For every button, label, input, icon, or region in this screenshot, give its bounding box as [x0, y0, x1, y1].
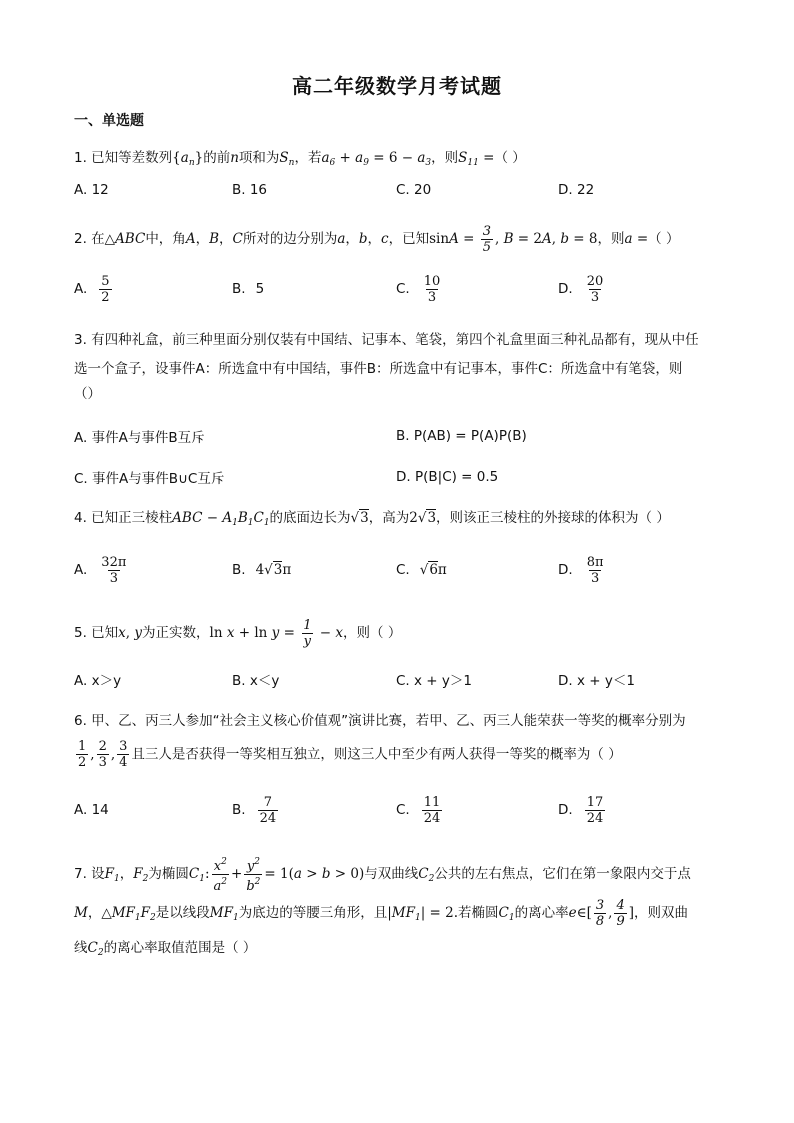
- section-heading: 一、单选题: [74, 113, 144, 129]
- q7-text: 与双曲线: [364, 866, 419, 882]
- option-d[interactable]: D. $\frac{20}{3}$: [558, 273, 604, 305]
- option-d[interactable]: D. $\frac{17}{24}$: [558, 794, 604, 826]
- q4-text: ，高为: [368, 510, 410, 526]
- q7-segment: $MF_1$: [209, 905, 239, 923]
- option-b[interactable]: B. 16: [232, 182, 268, 198]
- q7-length: $|MF_1| = 2$.: [387, 905, 459, 923]
- option-d[interactable]: D. $\frac{8\pi}{3}$: [558, 554, 604, 586]
- q2-text: 所对的边分别为: [242, 231, 338, 247]
- q6-line-1: 6. 甲、乙、丙三人参加“社会主义核心价值观”演讲比赛，若甲、乙、丙三人能荣获一等奖的概率分别为: [74, 713, 686, 729]
- q5-vars: x, y: [118, 625, 143, 641]
- q4-edge: √3: [350, 510, 369, 526]
- q3-line-1: 3. 有四种礼盒，前三种里面分别仅装有中国结、记事本、笔袋，第四个礼盒里面三种礼品都有，现从中任: [74, 332, 699, 348]
- q1-n: n: [230, 150, 239, 166]
- q3-line-3: （）: [74, 386, 101, 402]
- q7-text: 若椭圆: [458, 905, 499, 921]
- q4-text: 的底面边长为: [269, 510, 351, 526]
- option-a[interactable]: A. 14: [74, 802, 109, 818]
- option-c[interactable]: C. $\frac{10}{3}$: [396, 273, 441, 305]
- q2-text: （ ）: [648, 231, 680, 247]
- option-b[interactable]: B. 5: [232, 281, 265, 297]
- option-c[interactable]: C. x + y＞1: [396, 673, 472, 689]
- q1-text: （ ）: [494, 150, 526, 166]
- q1-equation: $a_6 + a_9 = 6 - a_3$: [321, 150, 432, 168]
- q1-text: 的前: [203, 150, 231, 166]
- q7-ellipse: $C_1$: $\frac{x^2}{a^2}$ + $\frac{y^2}{b^2}$ = 1(a > b > 0): [188, 857, 365, 894]
- option-a[interactable]: A. 12: [74, 182, 109, 198]
- q1-text: 1. 已知等差数列: [74, 150, 173, 166]
- question-3-options-row-2: [74, 460, 734, 494]
- page-title: 高二年级数学月考试题: [292, 74, 502, 98]
- option-d[interactable]: D. 22: [558, 182, 595, 198]
- q7-hyperbola: $C_2$: [418, 866, 435, 884]
- question-6-stem: [74, 709, 724, 770]
- option-c[interactable]: C. 20: [396, 182, 432, 198]
- q7-text: ，则双曲: [634, 905, 689, 921]
- q5-text: 5. 已知: [74, 625, 119, 641]
- option-b[interactable]: B. P(AB) = P(A)P(B): [396, 428, 527, 444]
- q2-text: 中，角: [145, 231, 186, 247]
- question-4-options: [74, 553, 734, 587]
- option-b[interactable]: B. x＜y: [232, 673, 280, 689]
- q4-text: ，则该正三棱柱的外接球的体积为（ ）: [436, 510, 670, 526]
- q7-triangle: $\triangle MF_1F_2$: [101, 905, 156, 923]
- q4-height: 2√3: [409, 510, 437, 526]
- question-3-options-row-1: [74, 419, 734, 453]
- q2-target: a =: [624, 231, 649, 247]
- option-a[interactable]: A. $\frac{32\pi}{3}$: [74, 554, 127, 586]
- question-2-stem: [74, 224, 724, 255]
- q2-triangle: △ABC: [104, 231, 146, 247]
- q2-angles: A，B，C: [185, 231, 243, 247]
- q7-text: 为底边的等腰三角形，且: [238, 905, 388, 921]
- q4-prism: ABC − $A_1B_1C_1$: [172, 510, 270, 528]
- q5-equation: ln x + ln y = $\frac{1}{y}$ − x: [209, 618, 344, 649]
- question-6-options: [74, 793, 734, 827]
- question-2-options: [74, 272, 734, 306]
- q1-text: ，若: [294, 150, 322, 166]
- q7-text: 公共的左右焦点，它们在第一象限内交于点: [434, 866, 691, 882]
- q7-c1: $C_1$: [498, 905, 515, 923]
- question-5-stem: [74, 618, 724, 649]
- q1-sequence: $\{a_n\}$: [172, 150, 204, 168]
- option-a[interactable]: A. $\frac{5}{2}$: [74, 273, 110, 305]
- q4-text: 4. 已知正三棱柱: [74, 510, 173, 526]
- option-a[interactable]: A. x＞y: [74, 673, 122, 689]
- q7-text: 线: [74, 940, 88, 956]
- q7-foci: $F_1$，$F_2$: [104, 866, 149, 884]
- q7-text: 7. 设: [74, 866, 105, 882]
- q1-sn: $S_n$: [279, 150, 295, 168]
- q7-c2: $C_2$: [87, 940, 104, 958]
- q2-equation: sinA = $\frac{3}{5}$ , B = 2A, b = 8: [429, 224, 598, 255]
- q2-text: ，则: [597, 231, 625, 247]
- option-c[interactable]: C. 事件A与事件B∪C互斥: [74, 471, 225, 487]
- q7-text: 为椭圆: [148, 866, 189, 882]
- option-b[interactable]: B. 4√3π: [232, 562, 292, 578]
- q1-text: ，则: [431, 150, 459, 166]
- question-7-stem: [74, 855, 724, 966]
- q7-point: M: [74, 905, 88, 921]
- option-d[interactable]: D. P(B|C) = 0.5: [396, 469, 499, 485]
- q5-text: 为正实数，: [142, 625, 210, 641]
- option-c[interactable]: C. $\frac{11}{24}$: [396, 794, 441, 826]
- q1-target: $S_{11}$ =: [458, 150, 495, 168]
- question-1-stem: [74, 146, 724, 175]
- q5-text: ，则（ ）: [343, 625, 402, 641]
- q7-line-2: M，$\triangle MF_1F_2$是以线段$MF_1$为底边的等腰三角形，且$|MF_1| = 2$.若椭圆$C_1$的离心率e∈[ $\frac{3}{8}$ , $\frac{4}{9}$ ]，则双曲: [74, 898, 689, 929]
- q7-text: 的离心率取值范围是（ ）: [103, 940, 257, 956]
- question-5-options: [74, 662, 734, 696]
- q1-text: 项和为: [238, 150, 280, 166]
- q2-text: 2. 在: [74, 231, 105, 247]
- question-4-stem: [74, 506, 724, 535]
- option-b[interactable]: B. $\frac{7}{24}$: [232, 794, 277, 826]
- q7-line-1: [74, 855, 724, 896]
- option-d[interactable]: D. x + y＜1: [558, 673, 635, 689]
- q6-text: 且三人是否获得一等奖相互独立，则这三人中至少有两人获得一等奖的概率为（ ）: [131, 746, 622, 763]
- q6-line-2: $\frac{1}{2}$ , $\frac{2}{3}$ , $\frac{3}{4}$ 且三人是否获得一等奖相互独立，则这三人中至少有两人获得一等奖的概率为（ ）: [78, 739, 622, 770]
- option-a[interactable]: A. 事件A与事件B互斥: [74, 430, 205, 446]
- q7-range: e∈[ $\frac{3}{8}$ , $\frac{4}{9}$ ]: [568, 898, 635, 929]
- q2-text: ，已知: [388, 231, 430, 247]
- q7-line-3: [74, 935, 724, 966]
- q7-text: 是以线段: [155, 905, 210, 921]
- q2-sides: a，b，c: [337, 231, 389, 247]
- q7-text: 的离心率: [514, 905, 569, 921]
- question-3-stem: [74, 326, 724, 404]
- question-1-options: [74, 173, 734, 207]
- q3-line-2: 选一个盒子，设事件A：所选盒中有中国结，事件B：所选盒中有记事本，事件C：所选盒中有笔袋，则: [74, 361, 683, 377]
- option-c[interactable]: C. √6π: [396, 562, 447, 578]
